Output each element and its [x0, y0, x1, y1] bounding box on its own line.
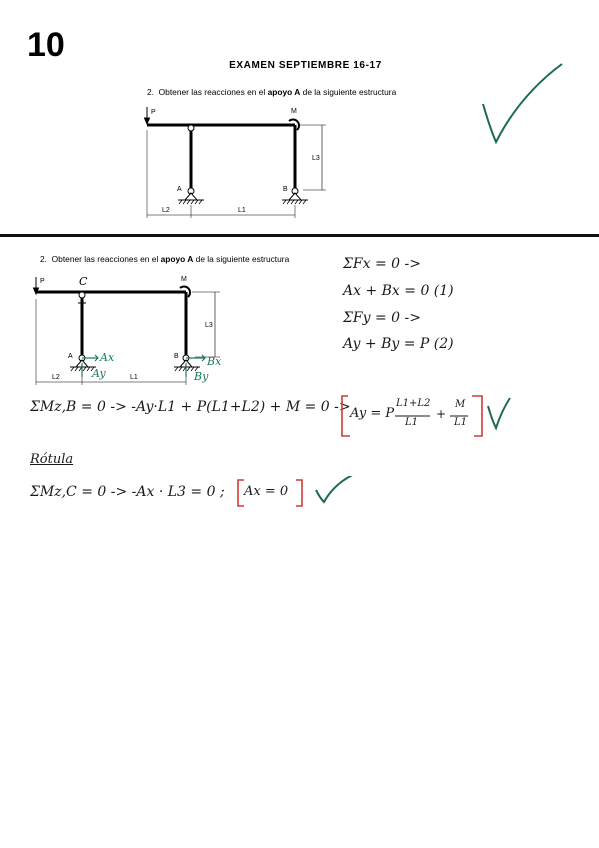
hw-ay-plus: + [436, 407, 447, 421]
page-number: 10 [27, 26, 65, 64]
reaction-ax: Ax [100, 351, 115, 364]
hw-eq-2: Ay + By = P (2) [343, 336, 454, 352]
problem-text-after: de la siguiente estructura [300, 87, 397, 97]
reaction-ay: Ay [92, 367, 106, 380]
problem-text-bold-2: apoyo A [160, 254, 194, 264]
label-moment-top: M [291, 108, 297, 115]
label-l2-top: L2 [162, 207, 170, 214]
hw-ay-frac2-num: M [455, 399, 466, 410]
label-load-top: P [151, 109, 156, 116]
label-load-bottom: P [40, 278, 45, 285]
reaction-by: By [194, 370, 209, 383]
label-support-b-bottom: B [174, 353, 179, 360]
label-support-a-top: A [177, 186, 182, 193]
hw-ay-frac1-den: L1 [405, 417, 419, 428]
reaction-bx: Bx [207, 355, 222, 368]
exam-title: EXAMEN SEPTIEMBRE 16-17 [229, 60, 382, 71]
label-l1-top: L1 [238, 207, 246, 214]
hw-moment-eq: ΣMz,B = 0 -> -Ay·L1 + P(L1+L2) + M = 0 -> [30, 399, 351, 415]
problem-number: 2. [147, 87, 154, 97]
problem-text-before-2: Obtener las reacciones en el [51, 254, 161, 264]
label-l2-bottom: L2 [52, 374, 60, 381]
label-hinge-c: C [79, 275, 88, 288]
label-moment-bottom: M [181, 276, 187, 283]
check-mark-large [483, 64, 562, 142]
hw-ay-frac2-den: L1 [454, 417, 468, 428]
problem-text-before: Obtener las reacciones en el [158, 87, 268, 97]
label-support-a-bottom: A [68, 353, 73, 360]
label-l1-bottom: L1 [130, 374, 138, 381]
hw-rotula: Rótula [30, 452, 74, 467]
structure-diagram-top [0, 0, 599, 234]
hw-eq-sum-fx: ΣFx = 0 -> [343, 256, 421, 272]
hw-ax-result: Ax = 0 [244, 484, 289, 499]
label-support-b-top: B [283, 186, 288, 193]
hw-eq-sum-fy: ΣFy = 0 -> [343, 310, 421, 326]
problem-text-after-2: de la siguiente estructura [193, 254, 290, 264]
problem-text-bold: apoyo A [267, 87, 301, 97]
structure-diagram-bottom [0, 237, 340, 397]
label-l3-top: L3 [312, 155, 320, 162]
problem-number-2: 2. [40, 254, 47, 264]
label-l3-bottom: L3 [205, 322, 213, 329]
hw-eq-1: Ax + Bx = 0 (1) [343, 283, 454, 299]
hw-hinge-eq: ΣMz,C = 0 -> -Ax · L3 = 0 ; [30, 484, 225, 500]
hw-ay-lhs: Ay = P [350, 406, 395, 421]
hw-ay-frac1-num: L1+L2 [396, 398, 431, 409]
